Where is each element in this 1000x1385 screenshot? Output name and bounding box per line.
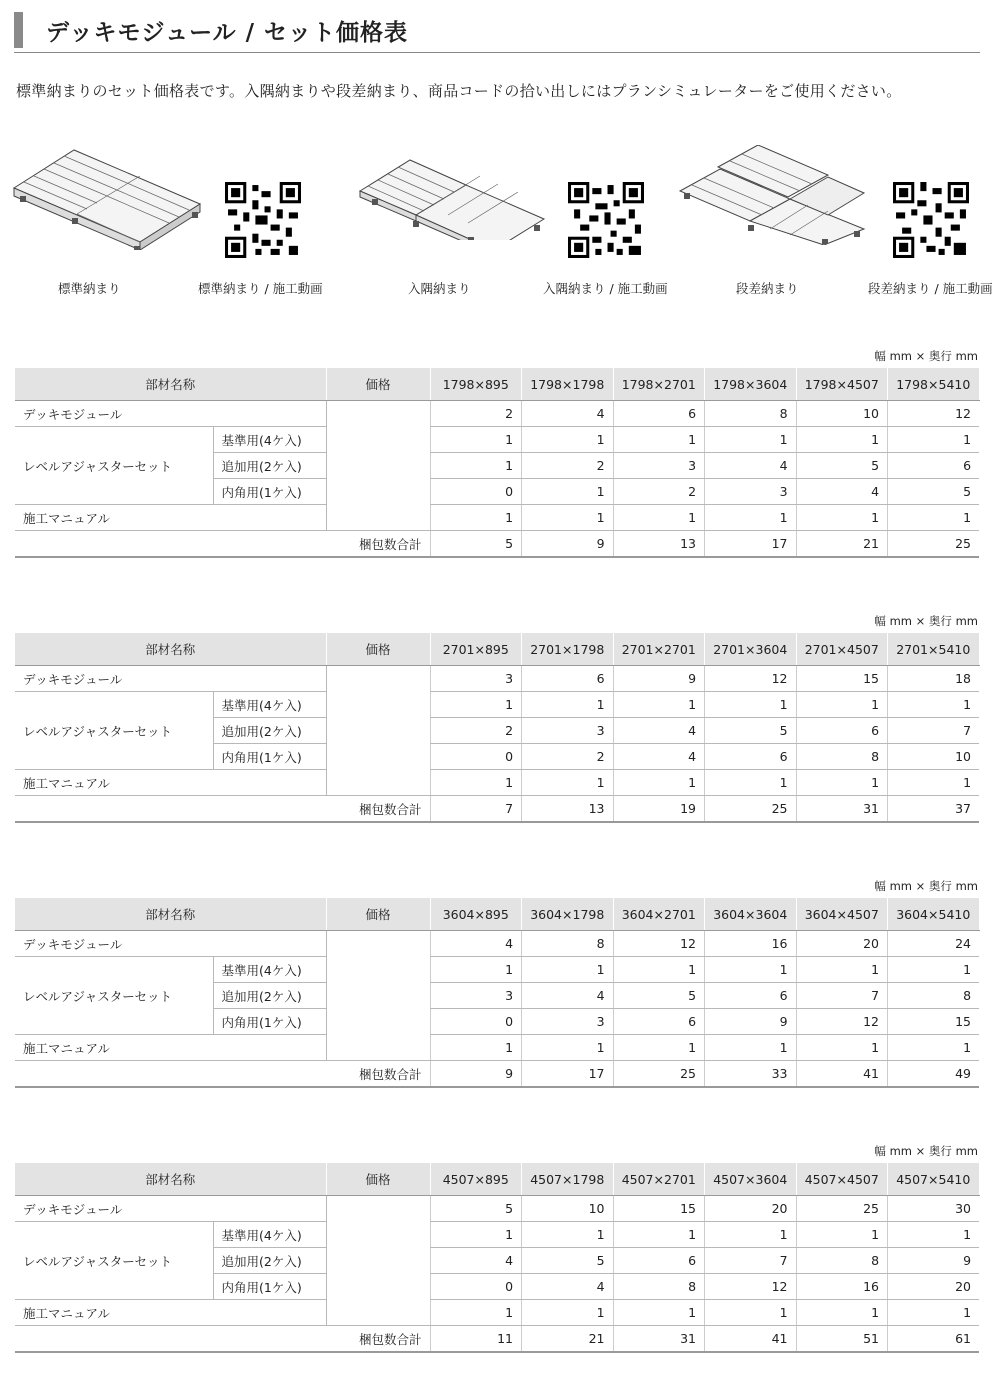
table-cell: 1 xyxy=(705,770,797,796)
table-row xyxy=(15,692,979,718)
header-size: 1798×895 xyxy=(430,368,522,401)
table-cell: 6 xyxy=(705,744,797,770)
row-label-total: 梱包数合計 xyxy=(15,1061,430,1088)
table-cell: 5 xyxy=(430,1196,522,1222)
table-cell: 33 xyxy=(705,1061,797,1088)
step-deck-illustration xyxy=(678,145,868,245)
table-cell: 1 xyxy=(522,427,614,453)
table-cell: 25 xyxy=(613,1061,705,1088)
table-cell: 1 xyxy=(613,692,705,718)
table-cell: 25 xyxy=(705,796,797,823)
table-cell: 1 xyxy=(888,505,980,531)
table-cell: 19 xyxy=(613,796,705,823)
table-cell: 5 xyxy=(522,1248,614,1274)
table-cell: 4 xyxy=(796,479,888,505)
header-size: 1798×4507 xyxy=(796,368,888,401)
table-cell: 4 xyxy=(613,718,705,744)
table-cell: 0 xyxy=(430,479,522,505)
table-cell: 1 xyxy=(430,1300,522,1326)
table-cell: 1 xyxy=(705,1222,797,1248)
row-label-total: 梱包数合計 xyxy=(15,1326,430,1353)
table-cell: 15 xyxy=(613,1196,705,1222)
table-total-row xyxy=(15,1326,979,1353)
table-cell: 31 xyxy=(796,796,888,823)
row-label-deck: デッキモジュール xyxy=(15,931,326,957)
table-cell: 5 xyxy=(796,453,888,479)
row-label-deck: デッキモジュール xyxy=(15,401,326,427)
table-cell: 13 xyxy=(613,531,705,558)
table-cell: 1 xyxy=(613,1222,705,1248)
table-cell: 1 xyxy=(613,770,705,796)
table-cell: 5 xyxy=(705,718,797,744)
table-cell: 0 xyxy=(430,1274,522,1300)
table-cell: 1 xyxy=(522,770,614,796)
header-price: 価格 xyxy=(326,898,430,931)
figure-caption-standard: 標準納まり xyxy=(58,281,121,296)
table-cell: 3 xyxy=(522,1009,614,1035)
table-cell: 12 xyxy=(888,401,980,427)
table-cell: 1 xyxy=(705,692,797,718)
table-cell: 8 xyxy=(522,931,614,957)
qr-code-icon[interactable] xyxy=(568,182,644,258)
header-size: 4507×4507 xyxy=(796,1163,888,1196)
table-cell: 51 xyxy=(796,1326,888,1353)
table-cell: 7 xyxy=(796,983,888,1009)
table-cell: 1 xyxy=(430,453,522,479)
table-cell: 1 xyxy=(705,957,797,983)
qr-caption-step: 段差納まり / 施工動画 xyxy=(868,281,993,296)
table-cell: 1 xyxy=(796,1035,888,1061)
table-cell: 18 xyxy=(888,666,980,692)
row-label-add: 追加用(2ケ入) xyxy=(213,983,326,1009)
table-cell: 1 xyxy=(430,770,522,796)
row-label-inner: 内角用(1ケ入) xyxy=(213,1274,326,1300)
table-cell: 0 xyxy=(430,744,522,770)
table-cell: 25 xyxy=(796,1196,888,1222)
table-cell: 1 xyxy=(522,1222,614,1248)
header-part-name: 部材名称 xyxy=(15,898,326,931)
table-cell: 1 xyxy=(888,1222,980,1248)
table-cell: 61 xyxy=(888,1326,980,1353)
title-accent-bar xyxy=(14,12,23,48)
table-cell: 7 xyxy=(888,718,980,744)
table-cell: 8 xyxy=(613,1274,705,1300)
table-cell: 1 xyxy=(796,770,888,796)
table-total-row xyxy=(15,531,979,558)
table-cell: 16 xyxy=(796,1274,888,1300)
header-size: 4507×5410 xyxy=(888,1163,980,1196)
table-cell: 12 xyxy=(705,666,797,692)
table-cell: 12 xyxy=(796,1009,888,1035)
table-cell: 5 xyxy=(430,531,522,558)
intro-text: 標準納まりのセット価格表です。入隅納まりや段差納まり、商品コードの拾い出しにはプランシミュレーターをご使用ください。 xyxy=(16,82,902,100)
figure-caption-step: 段差納まり xyxy=(736,281,799,296)
header-size: 1798×1798 xyxy=(522,368,614,401)
table-cell: 41 xyxy=(796,1061,888,1088)
row-label-inner: 内角用(1ケ入) xyxy=(213,744,326,770)
table-cell: 4 xyxy=(522,1274,614,1300)
table-cell: 2 xyxy=(430,401,522,427)
header-size: 2701×895 xyxy=(430,633,522,666)
table-cell: 5 xyxy=(613,983,705,1009)
table-row xyxy=(15,770,979,796)
table-row xyxy=(15,1300,979,1326)
table-cell: 1 xyxy=(430,692,522,718)
table-cell: 7 xyxy=(430,796,522,823)
row-label-adjuster: レベルアジャスターセット xyxy=(15,427,213,505)
standard-deck-illustration xyxy=(12,140,202,250)
table-cell: 6 xyxy=(705,983,797,1009)
header-size: 4507×1798 xyxy=(522,1163,614,1196)
row-label-add: 追加用(2ケ入) xyxy=(213,718,326,744)
header-price: 価格 xyxy=(326,633,430,666)
header-size: 3604×5410 xyxy=(888,898,980,931)
table-cell: 1 xyxy=(888,1035,980,1061)
row-label-add: 追加用(2ケ入) xyxy=(213,1248,326,1274)
row-label-deck: デッキモジュール xyxy=(15,666,326,692)
header-part-name: 部材名称 xyxy=(15,368,326,401)
header-size: 3604×2701 xyxy=(613,898,705,931)
header-size: 1798×5410 xyxy=(888,368,980,401)
table-cell: 30 xyxy=(888,1196,980,1222)
table-header-row xyxy=(15,1163,979,1196)
row-label-manual: 施工マニュアル xyxy=(15,770,326,796)
row-label-total: 梱包数合計 xyxy=(15,531,430,558)
table-cell: 21 xyxy=(796,531,888,558)
table-row xyxy=(15,931,979,957)
table-row xyxy=(15,1222,979,1248)
table-cell: 1 xyxy=(888,770,980,796)
table-cell: 31 xyxy=(613,1326,705,1353)
row-label-adjuster: レベルアジャスターセット xyxy=(15,1222,213,1300)
table-cell: 9 xyxy=(613,666,705,692)
table-cell: 1 xyxy=(705,1300,797,1326)
table-cell: 4 xyxy=(613,744,705,770)
table-cell: 6 xyxy=(613,401,705,427)
table-cell: 1 xyxy=(613,505,705,531)
table-cell: 2 xyxy=(522,744,614,770)
table-cell: 1 xyxy=(796,427,888,453)
table-cell: 4 xyxy=(430,1248,522,1274)
table-cell: 8 xyxy=(705,401,797,427)
header-price: 価格 xyxy=(326,1163,430,1196)
table-cell: 16 xyxy=(705,931,797,957)
table-cell: 8 xyxy=(796,744,888,770)
header-size: 3604×1798 xyxy=(522,898,614,931)
table-cell: 3 xyxy=(430,983,522,1009)
header-size: 1798×2701 xyxy=(613,368,705,401)
table-header-row xyxy=(15,898,979,931)
table-row xyxy=(15,1196,979,1222)
table-cell: 20 xyxy=(796,931,888,957)
header-size: 4507×895 xyxy=(430,1163,522,1196)
header-size: 4507×3604 xyxy=(705,1163,797,1196)
table-cell: 25 xyxy=(888,531,980,558)
table-cell: 6 xyxy=(613,1248,705,1274)
table-cell: 13 xyxy=(522,796,614,823)
row-label-std: 基準用(4ケ入) xyxy=(213,1222,326,1248)
table-cell: 2 xyxy=(522,453,614,479)
row-label-inner: 内角用(1ケ入) xyxy=(213,1009,326,1035)
table-cell: 17 xyxy=(705,531,797,558)
table-cell: 12 xyxy=(613,931,705,957)
table-cell: 9 xyxy=(522,531,614,558)
table-cell: 4 xyxy=(705,453,797,479)
table-cell: 1 xyxy=(705,427,797,453)
table-cell: 8 xyxy=(796,1248,888,1274)
table-cell: 3 xyxy=(705,479,797,505)
table-row xyxy=(15,401,979,427)
row-label-std: 基準用(4ケ入) xyxy=(213,427,326,453)
header-size: 1798×3604 xyxy=(705,368,797,401)
table-cell: 11 xyxy=(430,1326,522,1353)
table-cell: 2 xyxy=(430,718,522,744)
table-row xyxy=(15,427,979,453)
header-size: 2701×3604 xyxy=(705,633,797,666)
unit-note: 幅 mm × 奥行 mm xyxy=(874,879,978,893)
price-cell xyxy=(326,1196,430,1326)
table-cell: 1 xyxy=(705,1035,797,1061)
inner-corner-deck-illustration xyxy=(358,155,548,240)
table-cell: 5 xyxy=(888,479,980,505)
table-cell: 24 xyxy=(888,931,980,957)
price-cell xyxy=(326,666,430,796)
table-cell: 1 xyxy=(613,1035,705,1061)
table-cell: 10 xyxy=(796,401,888,427)
header-price: 価格 xyxy=(326,368,430,401)
table-cell: 1 xyxy=(613,957,705,983)
table-cell: 3 xyxy=(613,453,705,479)
qr-code-icon[interactable] xyxy=(893,182,969,258)
row-label-std: 基準用(4ケ入) xyxy=(213,692,326,718)
header-size: 4507×2701 xyxy=(613,1163,705,1196)
row-label-manual: 施工マニュアル xyxy=(15,505,326,531)
table-cell: 6 xyxy=(796,718,888,744)
row-label-std: 基準用(4ケ入) xyxy=(213,957,326,983)
table-cell: 17 xyxy=(522,1061,614,1088)
table-cell: 1 xyxy=(796,505,888,531)
table-cell: 1 xyxy=(888,957,980,983)
table-cell: 4 xyxy=(522,401,614,427)
table-cell: 1 xyxy=(522,692,614,718)
qr-code-icon[interactable] xyxy=(225,182,301,258)
header-size: 2701×2701 xyxy=(613,633,705,666)
table-cell: 2 xyxy=(613,479,705,505)
header-size: 2701×4507 xyxy=(796,633,888,666)
table-cell: 21 xyxy=(522,1326,614,1353)
table-cell: 4 xyxy=(430,931,522,957)
table-header-row xyxy=(15,633,979,666)
row-label-total: 梱包数合計 xyxy=(15,796,430,823)
table-total-row xyxy=(15,1061,979,1088)
table-cell: 1 xyxy=(796,957,888,983)
table-cell: 20 xyxy=(705,1196,797,1222)
price-cell xyxy=(326,931,430,1061)
table-cell: 1 xyxy=(888,1300,980,1326)
unit-note: 幅 mm × 奥行 mm xyxy=(874,349,978,363)
page-title: デッキモジュール / セット価格表 xyxy=(46,20,409,46)
header-size: 2701×5410 xyxy=(888,633,980,666)
table-cell: 3 xyxy=(522,718,614,744)
table-cell: 1 xyxy=(430,427,522,453)
table-cell: 15 xyxy=(796,666,888,692)
table-cell: 15 xyxy=(888,1009,980,1035)
price-table-1 xyxy=(15,368,980,558)
table-cell: 1 xyxy=(796,1300,888,1326)
table-cell: 1 xyxy=(613,427,705,453)
table-cell: 49 xyxy=(888,1061,980,1088)
header-size: 3604×4507 xyxy=(796,898,888,931)
title-bar xyxy=(14,10,980,53)
table-cell: 6 xyxy=(613,1009,705,1035)
price-cell xyxy=(326,401,430,531)
table-cell: 6 xyxy=(888,453,980,479)
price-table-3 xyxy=(15,898,980,1088)
table-row xyxy=(15,666,979,692)
table-cell: 9 xyxy=(705,1009,797,1035)
table-cell: 3 xyxy=(430,666,522,692)
table-cell: 7 xyxy=(705,1248,797,1274)
unit-note: 幅 mm × 奥行 mm xyxy=(874,1144,978,1158)
table-cell: 1 xyxy=(705,505,797,531)
row-label-deck: デッキモジュール xyxy=(15,1196,326,1222)
table-cell: 1 xyxy=(522,479,614,505)
table-cell: 20 xyxy=(888,1274,980,1300)
table-cell: 1 xyxy=(522,1300,614,1326)
table-cell: 1 xyxy=(522,1035,614,1061)
row-label-manual: 施工マニュアル xyxy=(15,1300,326,1326)
row-label-add: 追加用(2ケ入) xyxy=(213,453,326,479)
table-cell: 1 xyxy=(430,1222,522,1248)
table-cell: 1 xyxy=(430,505,522,531)
header-part-name: 部材名称 xyxy=(15,633,326,666)
row-label-manual: 施工マニュアル xyxy=(15,1035,326,1061)
table-cell: 1 xyxy=(430,957,522,983)
table-cell: 1 xyxy=(522,957,614,983)
header-size: 3604×3604 xyxy=(705,898,797,931)
table-cell: 37 xyxy=(888,796,980,823)
table-cell: 1 xyxy=(613,1300,705,1326)
table-row xyxy=(15,957,979,983)
qr-caption-standard: 標準納まり / 施工動画 xyxy=(198,281,323,296)
table-cell: 1 xyxy=(888,692,980,718)
table-row xyxy=(15,505,979,531)
table-total-row xyxy=(15,796,979,823)
table-cell: 1 xyxy=(430,1035,522,1061)
price-table-2 xyxy=(15,633,980,823)
row-label-inner: 内角用(1ケ入) xyxy=(213,479,326,505)
table-cell: 1 xyxy=(796,692,888,718)
table-cell: 12 xyxy=(705,1274,797,1300)
table-cell: 6 xyxy=(522,666,614,692)
header-part-name: 部材名称 xyxy=(15,1163,326,1196)
table-cell: 10 xyxy=(888,744,980,770)
table-cell: 10 xyxy=(522,1196,614,1222)
price-table-4 xyxy=(15,1163,980,1353)
figure-caption-inner-corner: 入隅納まり xyxy=(408,281,471,296)
table-cell: 1 xyxy=(796,1222,888,1248)
table-row xyxy=(15,1035,979,1061)
table-cell: 1 xyxy=(522,505,614,531)
qr-caption-inner-corner: 入隅納まり / 施工動画 xyxy=(543,281,668,296)
header-size: 2701×1798 xyxy=(522,633,614,666)
table-cell: 9 xyxy=(430,1061,522,1088)
table-cell: 9 xyxy=(888,1248,980,1274)
table-header-row xyxy=(15,368,979,401)
table-cell: 4 xyxy=(522,983,614,1009)
table-cell: 41 xyxy=(705,1326,797,1353)
row-label-adjuster: レベルアジャスターセット xyxy=(15,692,213,770)
table-cell: 8 xyxy=(888,983,980,1009)
unit-note: 幅 mm × 奥行 mm xyxy=(874,614,978,628)
table-cell: 0 xyxy=(430,1009,522,1035)
row-label-adjuster: レベルアジャスターセット xyxy=(15,957,213,1035)
table-cell: 1 xyxy=(888,427,980,453)
header-size: 3604×895 xyxy=(430,898,522,931)
